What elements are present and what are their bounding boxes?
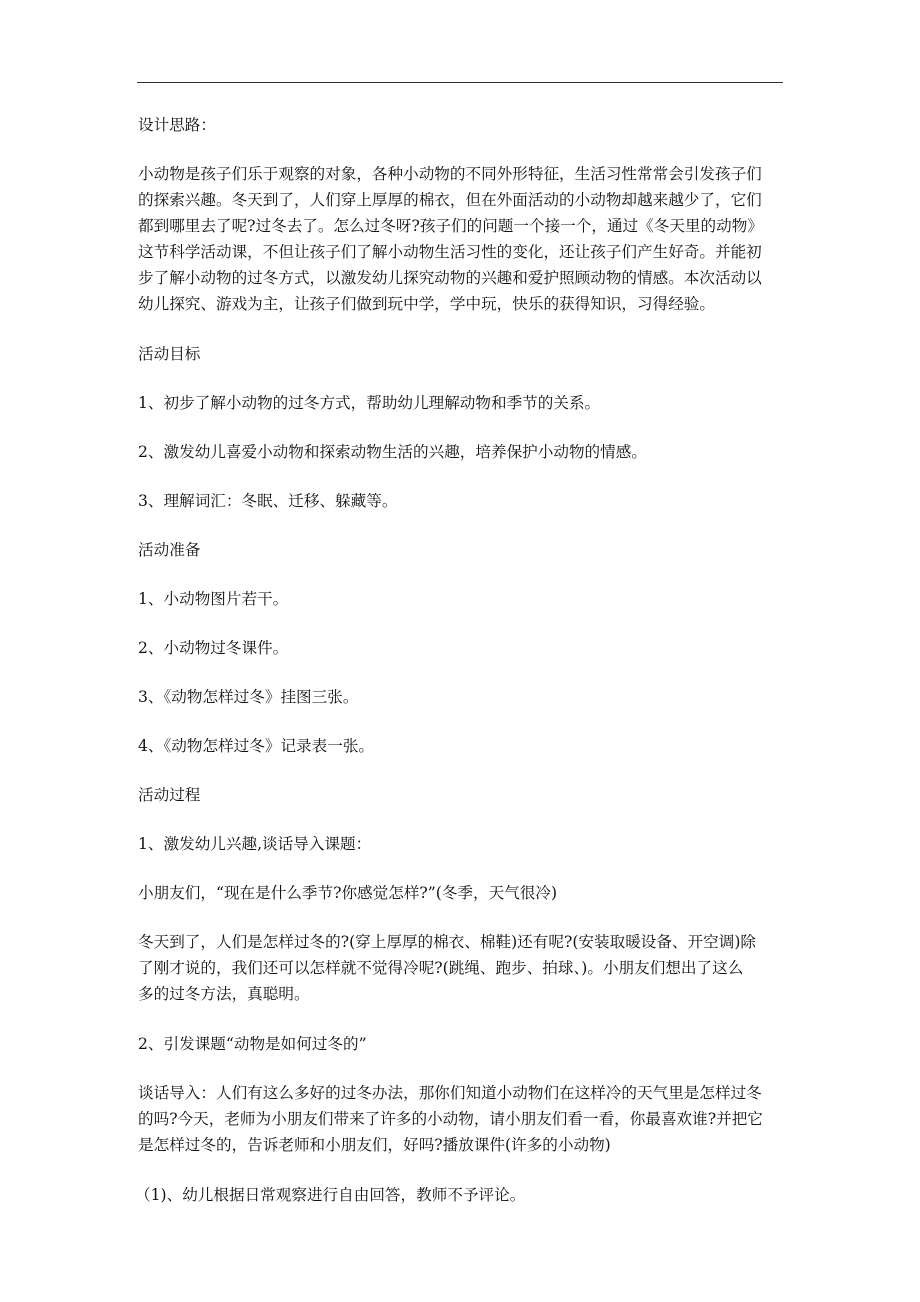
process-heading (138, 782, 786, 808)
prep-item-1 (138, 586, 786, 612)
text-line: 小动物是孩子们乐于观察的对象，各种小动物的不同外形特征，生活习性常常会引发孩子们 (138, 165, 762, 183)
text-line: 的吗?今天，老师为小朋友们带来了许多的小动物，请小朋友们看一看，你最喜欢谁?并把它 (138, 1110, 763, 1128)
prep-item-2 (138, 635, 786, 661)
text-line: 活动过程 (138, 786, 201, 804)
text-line: 谈话导入：人们有这么多好的过冬办法，那你们知道小动物们在这样冷的天气里是怎样过冬 (138, 1084, 762, 1102)
step-2-paragraph (138, 1080, 786, 1158)
design-paragraph (138, 161, 786, 317)
step-2-title (138, 1031, 786, 1057)
text-line: 2、引发课题“动物是如何过冬的” (138, 1035, 367, 1053)
step-2-sub-item-1 (135, 1182, 786, 1208)
step-1-paragraph (138, 929, 786, 1007)
text-line: 的探索兴趣。冬天到了，人们穿上厚厚的棉衣，但在外面活动的小动物却越来越少了，它们 (138, 191, 762, 209)
text-line: 2、激发幼儿喜爱小动物和探索动物生活的兴趣，培养保护小动物的情感。 (138, 443, 647, 461)
text-line: 活动目标 (138, 345, 201, 363)
text-line: 步了解小动物的过冬方式，以激发幼儿探究动物的兴趣和爱护照顾动物的情感。本次活动以 (138, 269, 762, 287)
text-line: 3、理解词汇：冬眠、迁移、躲藏等。 (138, 492, 398, 510)
text-line: 活动准备 (138, 541, 201, 559)
goal-item-1 (138, 390, 786, 416)
text-line: 1、激发幼儿兴趣,谈话导入课题： (138, 835, 372, 853)
prep-item-4 (138, 733, 786, 759)
text-line: 1、初步了解小动物的过冬方式，帮助幼儿理解动物和季节的关系。 (138, 394, 601, 412)
goals-heading (138, 341, 786, 367)
text-line: 多的过冬方法，真聪明。 (138, 985, 310, 1003)
text-line: 这节科学活动课，不但让孩子们了解小动物生活习性的变化，还让孩子们产生好奇。并能初 (138, 243, 762, 261)
prep-heading (138, 537, 786, 563)
text-line: 2、小动物过冬课件。 (138, 639, 289, 657)
step-1-title (138, 831, 786, 857)
text-line: 了刚才说的，我们还可以怎样就不觉得冷呢?(跳绳、跑步、拍球、)。小朋友们想出了这么 (138, 959, 744, 977)
text-line: 冬天到了，人们是怎样过冬的?(穿上厚厚的棉衣、棉鞋)还有呢?(安装取暖设备、开空调)除 (138, 933, 757, 951)
step-1-question (138, 880, 786, 906)
text-line: 都到哪里去了呢?过冬去了。怎么过冬呀?孩子们的问题一个接一个，通过《冬天里的动物》 (138, 217, 763, 235)
text-line: 幼儿探究、游戏为主，让孩子们做到玩中学，学中玩，快乐的获得知识，习得经验。 (138, 295, 715, 313)
document-body (135, 112, 786, 1231)
text-line: 设计思路： (138, 116, 216, 134)
text-line: 3、《动物怎样过冬》挂图三张。 (138, 688, 359, 706)
prep-item-3 (138, 684, 786, 710)
goal-item-3 (138, 488, 786, 514)
text-line: 1、小动物图片若干。 (138, 590, 289, 608)
text-line: 4、《动物怎样过冬》记录表一张。 (138, 737, 375, 755)
text-line: （1)、幼儿根据日常观察进行自由回答，教师不予评论。 (135, 1186, 526, 1204)
header-rule (137, 82, 783, 83)
text-line: 是怎样过冬的，告诉老师和小朋友们，好吗?播放课件(许多的小动物) (138, 1136, 611, 1154)
design-heading (138, 112, 786, 138)
text-line: 小朋友们，“现在是什么季节?你感觉怎样?”(冬季，天气很冷) (138, 884, 558, 902)
goal-item-2 (138, 439, 786, 465)
